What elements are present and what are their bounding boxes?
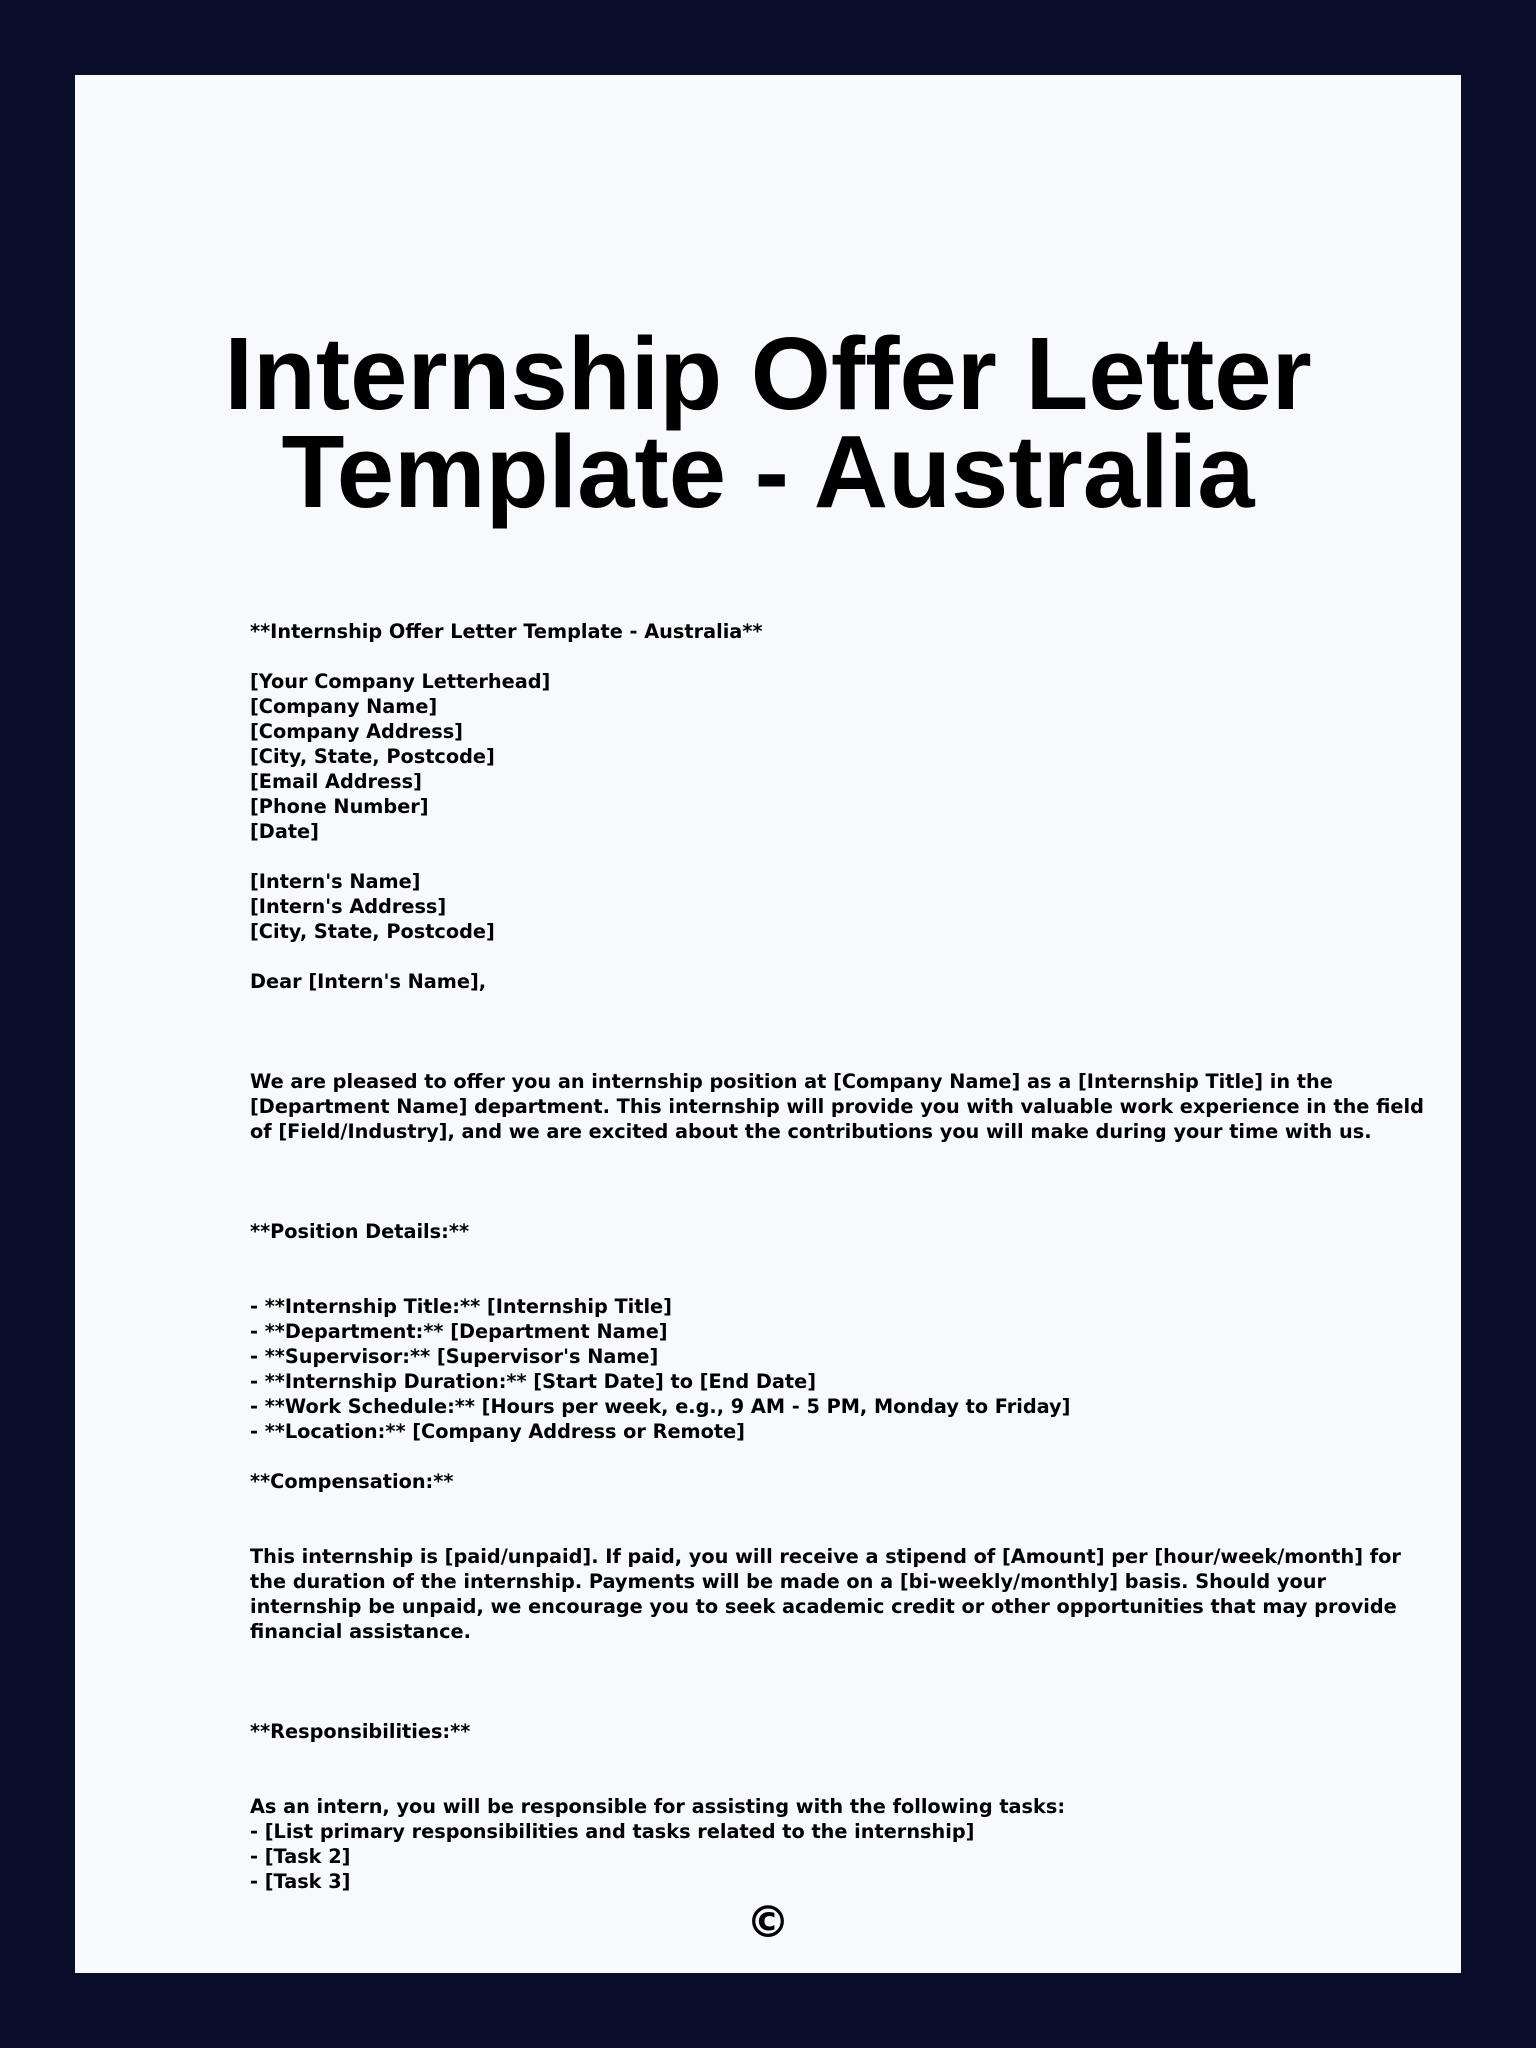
body-line <box>250 1744 1350 1769</box>
body-line: [City, State, Postcode] <box>250 920 495 943</box>
body-line: [Company Address] <box>250 720 463 743</box>
body-line: - **Internship Duration:** [Start Date] to [End Date] <box>250 1370 817 1393</box>
document-title <box>75 316 1461 529</box>
body-line: internship be unpaid, we encourage you to seek academic credit or other opportunities that may provide <box>250 1595 1397 1618</box>
body-line: [Date] <box>250 820 319 843</box>
body-line: - **Work Schedule:** [Hours per week, e.g., 9 AM - 5 PM, Monday to Friday] <box>250 1395 1071 1418</box>
body-line: [Department Name] department. This internship will provide you with valuable work experience in the field <box>250 1095 1424 1118</box>
body-line <box>250 1044 1350 1069</box>
body-line <box>250 1194 1350 1219</box>
body-line <box>250 1669 1350 1694</box>
body-line <box>250 644 1350 669</box>
body-line: - [List primary responsibilities and tasks related to the internship] <box>250 1820 975 1843</box>
letter-body <box>250 619 1424 1894</box>
body-line <box>250 1019 1350 1044</box>
title-line: Template - Australia <box>281 414 1255 529</box>
body-line: - **Internship Title:** [Internship Title] <box>250 1295 672 1318</box>
body-line <box>250 994 1350 1019</box>
title-line: Internship Offer Letter <box>224 316 1312 431</box>
body-line <box>250 1494 1350 1519</box>
body-line <box>250 1644 1350 1669</box>
body-line: Dear [Intern's Name], <box>250 970 487 993</box>
body-line: **Position Details:** <box>250 1220 470 1243</box>
body-line: As an intern, you will be responsible for assisting with the following tasks: <box>250 1795 1066 1818</box>
body-line: [Intern's Address] <box>250 895 447 918</box>
body-line: financial assistance. <box>250 1620 471 1643</box>
body-line <box>250 1144 1350 1169</box>
body-line <box>250 1244 1350 1269</box>
body-line <box>250 1694 1350 1719</box>
copyright-symbol: © <box>746 1897 790 1948</box>
body-line <box>250 1444 1350 1469</box>
body-line: - [Task 3] <box>250 1870 351 1893</box>
body-line <box>250 944 1350 969</box>
body-line: of [Field/Industry], and we are excited about the contributions you will make during your time with us. <box>250 1120 1372 1143</box>
body-line <box>250 1169 1350 1194</box>
body-line: - **Department:** [Department Name] <box>250 1320 668 1343</box>
body-line: [Company Name] <box>250 695 438 718</box>
body-line <box>250 1269 1350 1294</box>
body-line: [Intern's Name] <box>250 870 421 893</box>
body-line: the duration of the internship. Payments will be made on a [bi-weekly/monthly] basis. Should your <box>250 1570 1326 1593</box>
body-line: [City, State, Postcode] <box>250 745 495 768</box>
body-line: [Your Company Letterhead] <box>250 670 551 693</box>
body-line: **Compensation:** <box>250 1470 454 1493</box>
body-line <box>250 1519 1350 1544</box>
body-line: This internship is [paid/unpaid]. If paid, you will receive a stipend of [Amount] per [hour/week/month] for <box>250 1545 1401 1568</box>
body-line: **Responsibilities:** <box>250 1720 471 1743</box>
document-page <box>75 75 1461 1973</box>
body-line: We are pleased to offer you an internship position at [Company Name] as a [Internship Title] in the <box>250 1070 1333 1093</box>
body-line <box>250 844 1350 869</box>
body-line: - [Task 2] <box>250 1845 351 1868</box>
body-line: - **Location:** [Company Address or Remote] <box>250 1420 745 1443</box>
body-line <box>250 1769 1350 1794</box>
body-line: [Email Address] <box>250 770 422 793</box>
body-line: - **Supervisor:** [Supervisor's Name] <box>250 1345 659 1368</box>
body-line: [Phone Number] <box>250 795 429 818</box>
body-line: **Internship Offer Letter Template - Australia** <box>250 620 763 643</box>
